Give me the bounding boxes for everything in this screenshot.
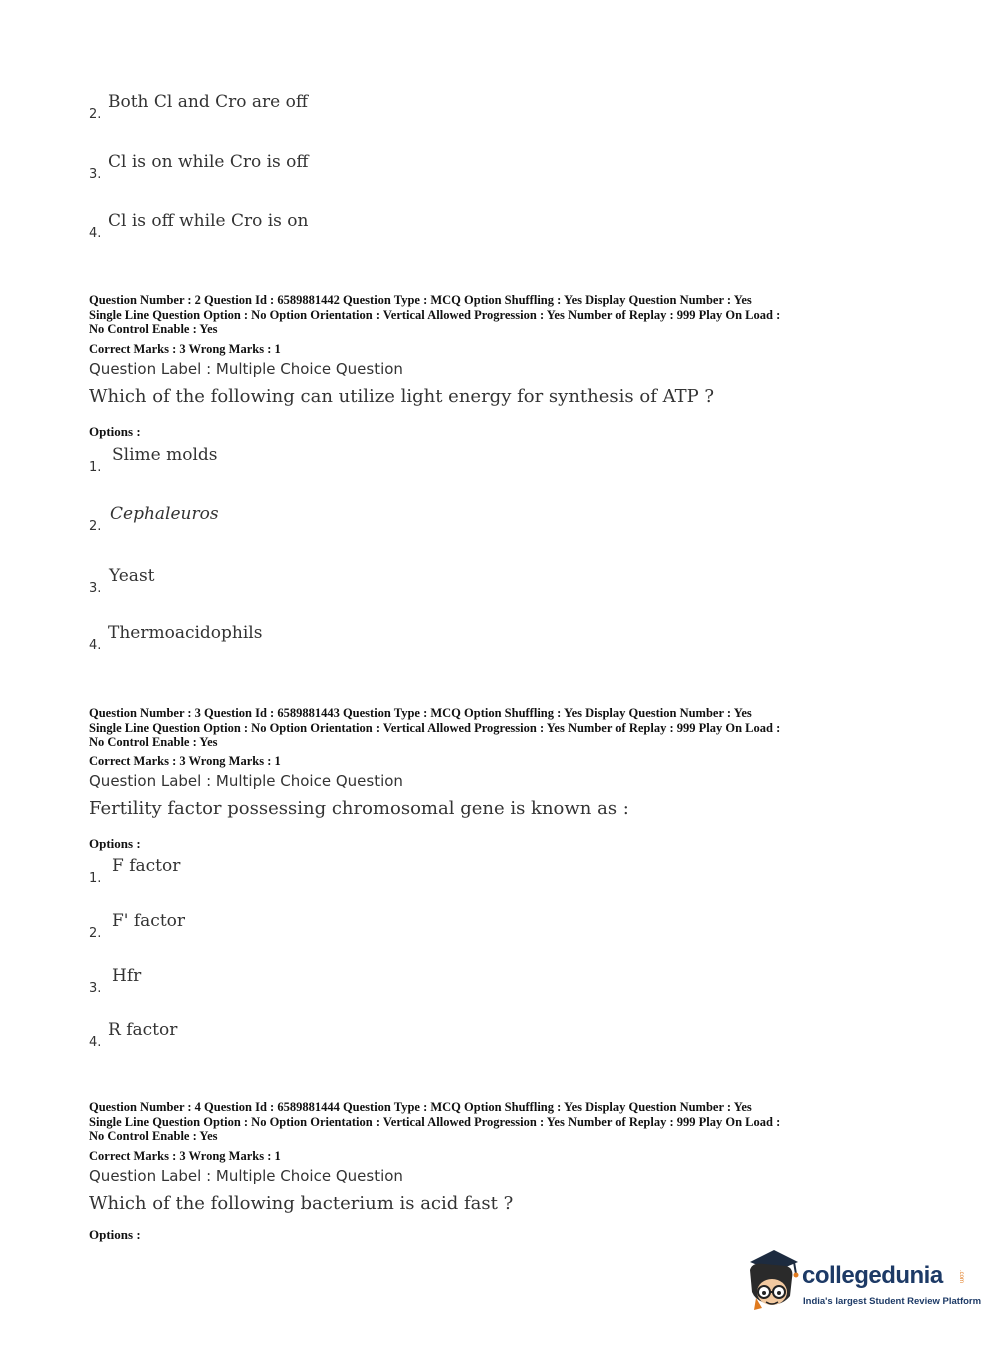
question-marks: Correct Marks : 3 Wrong Marks : 1 <box>89 754 281 768</box>
option-text: F factor <box>112 856 181 876</box>
options-heading: Options : <box>89 836 141 851</box>
question-text: Which of the following bacterium is acid fast ? <box>89 1193 514 1214</box>
option-text: F' factor <box>112 911 186 931</box>
option-text: Thermoacidophils <box>108 623 263 643</box>
option-text: Cephaleuros <box>110 504 219 524</box>
option-text: Slime molds <box>112 445 218 465</box>
option-text: Cl is off while Cro is on <box>108 211 309 231</box>
brand-tagline: India's largest Student Review Platform <box>803 1296 982 1307</box>
question-marks: Correct Marks : 3 Wrong Marks : 1 <box>89 342 281 356</box>
option-text: Hfr <box>112 966 142 986</box>
collegedunia-logo <box>742 1248 982 1318</box>
option-text: Both Cl and Cro are off <box>108 92 308 112</box>
mascot-icon <box>742 1248 802 1318</box>
question-meta: Question Number : 2 Question Id : 6589881442 Question Type : MCQ Option Shuffling : Yes Display Question Number : Yes Single Line Question Option : No Option Orientation : Vertical Allowed Progression : Yes Number of Replay : 999 Play On Load : No Control Enable : Yes <box>89 293 781 336</box>
brand-domain: .com <box>958 1270 964 1284</box>
option-text: Yeast <box>109 566 155 586</box>
question-label: Question Label : Multiple Choice Question <box>89 772 403 790</box>
question-meta: Question Number : 3 Question Id : 6589881443 Question Type : MCQ Option Shuffling : Yes Display Question Number : Yes Single Line Question Option : No Option Orientation : Vertical Allowed Progression : Yes Number of Replay : 999 Play On Load : No Control Enable : Yes <box>89 706 781 749</box>
question-label: Question Label : Multiple Choice Question <box>89 360 403 378</box>
option-text: R factor <box>108 1020 178 1040</box>
question-text: Fertility factor possessing chromosomal gene is known as : <box>89 798 629 819</box>
exam-page: 2. Both Cl and Cro are off 3. Cl is on while Cro is off 4. Cl is off while Cro is on Question Number : 2 Question Id : 6589881442 Question Type : MCQ Option Shuffling : Yes Display Question Number : Yes Single Line Question Option : No Option Orientation : Vertical Allowed Progression : Yes Number of Replay : 999 Play On Load : No Control Enable : Yes Correct Marks : 3 Wrong Marks : 1 Question Label : Multiple Choice Question Which of the following can utilize light energy for synthesis of ATP ? Options : 1. Slime molds 2. Cephaleuros 3. Yeast 4. Thermoacidophils Question Number : 3 Question Id : 6589881443 Question Type : MCQ Option Shuffling : Yes Display Question Number : Yes Single Line Question Option : No Option Orientation : Vertical Allowed Progression : Yes Number of Replay : 999 Play On Load : No Control Enable : Yes Correct Marks : 3 Wrong Marks : 1 Question Label : Multiple Choice Question Fertility factor possessing chromosomal gene is known as : Options : 1. F factor 2. F' factor 3. Hfr 4. R factor Question Number : 4 Question Id : 6589881444 Question Type : MCQ Option Shuffling : Yes Display Question Number : Yes Single Line Question Option : No Option Orientation : Vertical Allowed Progression : Yes Number of Replay : 999 Play On Load : No Control Enable : Yes Correct Marks : 3 Wrong Marks : 1 Question Label : Multiple Choice Question Which of the following bacterium is acid fast ? Options : collegedunia .com India's largest Student Review Platform <box>0 0 1001 1356</box>
options-heading: Options : <box>89 1227 141 1242</box>
question-meta: Question Number : 4 Question Id : 6589881444 Question Type : MCQ Option Shuffling : Yes Display Question Number : Yes Single Line Question Option : No Option Orientation : Vertical Allowed Progression : Yes Number of Replay : 999 Play On Load : No Control Enable : Yes <box>89 1100 781 1143</box>
question-label: Question Label : Multiple Choice Question <box>89 1167 403 1185</box>
brand-name: collegedunia <box>802 1262 943 1289</box>
option-text: Cl is on while Cro is off <box>108 152 309 172</box>
question-marks: Correct Marks : 3 Wrong Marks : 1 <box>89 1149 281 1163</box>
options-heading: Options : <box>89 424 141 439</box>
question-text: Which of the following can utilize light energy for synthesis of ATP ? <box>89 386 715 407</box>
